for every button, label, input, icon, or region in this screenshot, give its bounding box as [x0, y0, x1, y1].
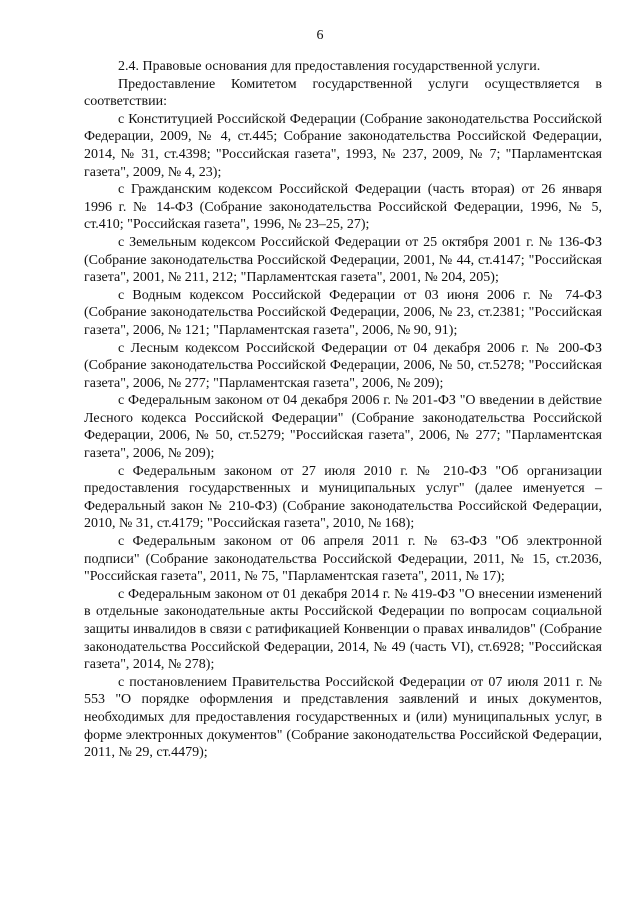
- paragraph: с Водным кодексом Российской Федерации от 03 июня 2006 г. № 74-ФЗ (Собрание законодательства Российской Федерации, 2006, № 23, ст.2381; "Российская газета", 2006, № 121; "Парламентская газета", 2006, № 90, 91);: [84, 287, 602, 338]
- section-heading: 2.4. Правовые основания для предоставления государственной услуги.: [118, 59, 541, 74]
- paragraph: с Гражданским кодексом Российской Федерации (часть вторая) от 26 января 1996 г. № 14-ФЗ (Собрание законодательства Российской Федерации, 1996, № 5, ст.410; "Российская газета", 1996, № 23–25, 27);: [84, 182, 602, 233]
- paragraph: с Федеральным законом от 01 декабря 2014 г. № 419-ФЗ "О внесении изменений в отдельные законодательные акты Российской Федерации по вопросам социальной защиты инвалидов в связи с ратификацией Конвенции о правах инвалидов" (Собрание законодательства Российской Федерации, 2014, № 49 (часть VI), ст.6928; "Российская газета", 2014, № 278);: [84, 586, 602, 673]
- paragraph: с Конституцией Российской Федерации (Собрание законодательства Российской Федерации, 2009, № 4, ст.445; Собрание законодательства Российской Федерации, 2014, № 31, ст.4398; "Российская газета", 1993, № 237, 2009, № 7; "Парламентская газета", 2009, № 4, 23);: [84, 111, 602, 180]
- page-number: 6: [316, 28, 324, 43]
- paragraph: с Земельным кодексом Российской Федерации от 25 октября 2001 г. № 136-ФЗ (Собрание законодательства Российской Федерации, 2001, № 44, ст.4147; "Российская газета", 2001, № 211, 212; "Парламентская газета", 2001, № 204, 205);: [84, 234, 602, 286]
- document-body: [84, 58, 602, 762]
- paragraph: Предоставление Комитетом государственной услуги осуществляется в соответствии:: [84, 76, 602, 110]
- paragraph: с Лесным кодексом Российской Федерации от 04 декабря 2006 г. № 200-ФЗ (Собрание законодательства Российской Федерации, 2006, № 50, ст.5278; "Российская газета", 2006, № 277; "Парламентская газета", 2006, № 209);: [84, 340, 602, 391]
- paragraph: с Федеральным законом от 27 июля 2010 г. № 210-ФЗ "Об организации предоставления государственных и муниципальных услуг" (далее именуется – Федеральный закон № 210-ФЗ) (Собрание законодательства Российской Федерации, 2010, № 31, ст.4179; "Российская газета", 2010, № 168);: [84, 463, 602, 532]
- paragraph: с Федеральным законом от 04 декабря 2006 г. № 201-ФЗ "О введении в действие Лесного кодекса Российской Федерации" (Собрание законодательства Российской Федерации, 2006, № 50, ст.5279; "Российская газета", 2006, № 277; "Парламентская газета", 2006, № 209);: [84, 393, 602, 462]
- paragraph: с Федеральным законом от 06 апреля 2011 г. № 63-ФЗ "Об электронной подписи" (Собрание законодательства Российской Федерации, 2011, № 15, ст.2036, "Российская газета", 2011, № 75, "Парламентская газета", 2011, № 17);: [84, 534, 602, 585]
- paragraph: с постановлением Правительства Российской Федерации от 07 июля 2011 г. № 553 "О порядке оформления и представления заявлений и иных документов, необходимых для предоставления государственных и (или) муниципальных услуг, в форме электронных документов" (Собрание законодательства Российской Федерации, 2011, № 29, ст.4479);: [84, 674, 602, 761]
